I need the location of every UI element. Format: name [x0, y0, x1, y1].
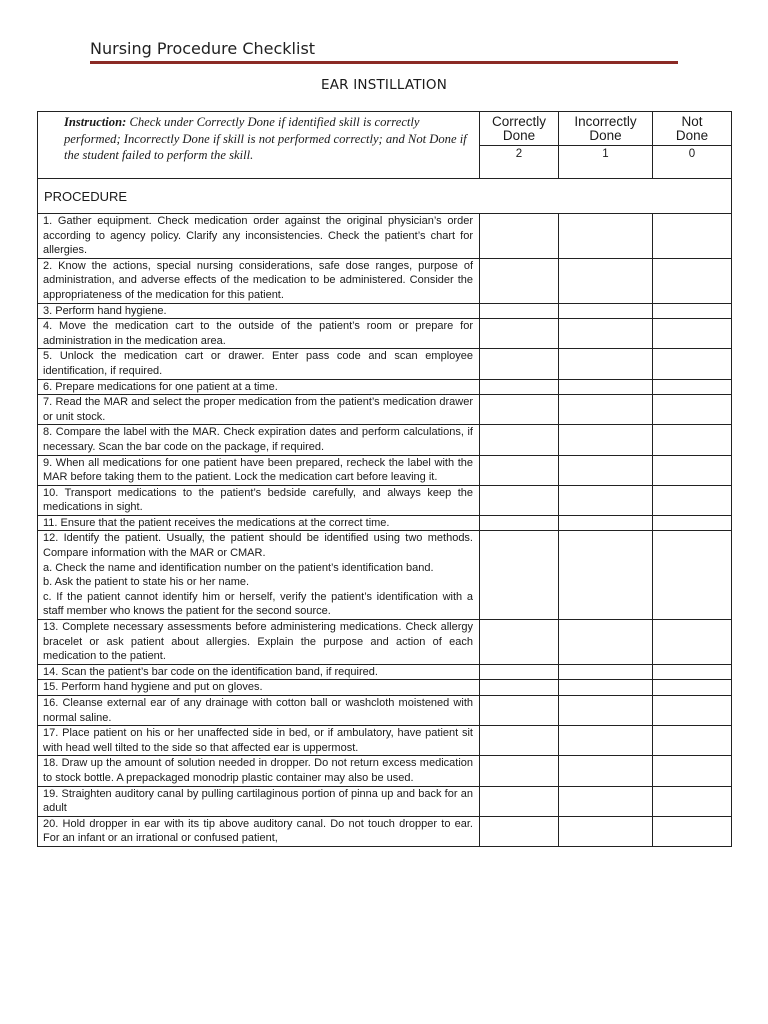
document-title: EAR INSTILLATION	[320, 77, 447, 93]
procedure-step-row	[38, 680, 732, 696]
check-cell-incorrectly-done[interactable]	[559, 258, 653, 303]
procedure-step-text	[38, 664, 480, 680]
check-cell-incorrectly-done[interactable]	[559, 349, 653, 379]
procedure-step-text	[38, 395, 480, 425]
check-cell-not-done[interactable]	[653, 726, 732, 756]
procedure-substep: b. Ask the patient to state his or her name.	[43, 576, 250, 589]
procedure-step-row	[38, 214, 732, 259]
procedure-step-row	[38, 485, 732, 515]
procedure-step-description: 14. Scan the patient’s bar code on the identification band, if required.	[43, 665, 378, 678]
check-cell-correctly-done[interactable]	[480, 664, 559, 680]
procedure-step-row	[38, 531, 732, 620]
procedure-step-description: 4. Move the medication cart to the outside of the patient’s room or prepare for administration in the medication area.	[43, 320, 473, 347]
check-cell-correctly-done[interactable]	[480, 726, 559, 756]
check-cell-incorrectly-done[interactable]	[559, 395, 653, 425]
check-cell-incorrectly-done[interactable]	[559, 680, 653, 696]
procedure-step-text	[38, 303, 480, 319]
procedure-step-text	[38, 756, 480, 786]
procedure-substep: c. If the patient cannot identify him or herself, verify the patient’s identification with a staff member who knows the patient for the second source.	[43, 590, 473, 618]
check-cell-correctly-done[interactable]	[480, 425, 559, 455]
check-cell-correctly-done[interactable]	[480, 531, 559, 620]
check-cell-incorrectly-done[interactable]	[559, 455, 653, 485]
procedure-step-description: 16. Cleanse external ear of any drainage with cotton ball or washcloth moistened with normal saline.	[43, 697, 473, 724]
check-cell-correctly-done[interactable]	[480, 379, 559, 395]
check-cell-correctly-done[interactable]	[480, 515, 559, 531]
checklist-table	[37, 111, 732, 847]
check-cell-incorrectly-done[interactable]	[559, 485, 653, 515]
procedure-step-description: 19. Straighten auditory canal by pulling cartilaginous portion of pinna up and back for an adult	[43, 787, 473, 815]
rating-incorrectly-done-header	[559, 112, 653, 179]
rating-label-line2: Done	[502, 128, 536, 143]
check-cell-correctly-done[interactable]	[480, 214, 559, 259]
check-cell-incorrectly-done[interactable]	[559, 214, 653, 259]
check-cell-correctly-done[interactable]	[480, 319, 559, 349]
check-cell-not-done[interactable]	[653, 696, 732, 726]
procedure-step-description: 2. Know the actions, special nursing considerations, safe dose ranges, purpose of administration, and adverse effects of the medication to be administered. Consider the appropriateness of the medication for this patient.	[43, 259, 473, 301]
check-cell-not-done[interactable]	[653, 258, 732, 303]
rating-not-done-header	[653, 112, 732, 179]
procedure-step-text	[38, 620, 480, 665]
check-cell-incorrectly-done[interactable]	[559, 379, 653, 395]
procedure-step-description: 6. Prepare medications for one patient at a time.	[43, 380, 278, 393]
instruction-cell	[38, 112, 480, 179]
check-cell-not-done[interactable]	[653, 515, 732, 531]
check-cell-not-done[interactable]	[653, 455, 732, 485]
instruction-row	[38, 112, 732, 179]
procedure-step-row	[38, 756, 732, 786]
procedure-step-description: 7. Read the MAR and select the proper medication from the patient’s medication drawer or unit stock.	[43, 396, 473, 423]
procedure-step-description: 18. Draw up the amount of solution needed in dropper. Do not return excess medication to stock bottle. A prepackaged monodrip plastic container may also be used.	[43, 757, 473, 784]
procedure-substep: a. Check the name and identification number on the patient’s identification band.	[43, 561, 434, 574]
rating-score: 1	[559, 145, 652, 161]
check-cell-incorrectly-done[interactable]	[559, 515, 653, 531]
check-cell-not-done[interactable]	[653, 816, 732, 846]
page-header	[90, 38, 678, 64]
check-cell-not-done[interactable]	[653, 485, 732, 515]
procedure-step-description: 10. Transport medications to the patient’s bedside carefully, and always keep the medications in sight.	[43, 486, 473, 514]
procedure-step-row	[38, 726, 732, 756]
procedure-step-description: 3. Perform hand hygiene.	[43, 304, 167, 317]
check-cell-not-done[interactable]	[653, 680, 732, 696]
check-cell-correctly-done[interactable]	[480, 680, 559, 696]
procedure-step-row	[38, 395, 732, 425]
check-cell-incorrectly-done[interactable]	[559, 786, 653, 816]
procedure-step-row	[38, 786, 732, 816]
procedure-step-description: 17. Place patient on his or her unaffected side in bed, or if ambulatory, have patient sit with head well tilted to the side so that affected ear is uppermost.	[43, 727, 473, 754]
check-cell-incorrectly-done[interactable]	[559, 664, 653, 680]
check-cell-not-done[interactable]	[653, 664, 732, 680]
rating-score: 0	[653, 145, 731, 161]
check-cell-correctly-done[interactable]	[480, 620, 559, 665]
procedure-step-row	[38, 620, 732, 665]
instruction-label: Instruction:	[64, 115, 127, 129]
check-cell-correctly-done[interactable]	[480, 485, 559, 515]
procedure-step-row	[38, 319, 732, 349]
check-cell-not-done[interactable]	[653, 319, 732, 349]
check-cell-incorrectly-done[interactable]	[559, 756, 653, 786]
rating-correctly-done-header	[480, 112, 559, 179]
check-cell-incorrectly-done[interactable]	[559, 425, 653, 455]
rating-label-line2: Done	[589, 128, 622, 143]
check-cell-correctly-done[interactable]	[480, 258, 559, 303]
procedure-step-description: 1. Gather equipment. Check medication order against the original physician’s order according to agency policy. Clarify any inconsistencies. Check the patient’s chart for allergies.	[43, 215, 473, 257]
rating-label-line1: Correctly	[491, 114, 546, 129]
check-cell-not-done[interactable]	[653, 395, 732, 425]
check-cell-not-done[interactable]	[653, 531, 732, 620]
check-cell-incorrectly-done[interactable]	[559, 816, 653, 846]
procedure-step-description: 20. Hold dropper in ear with its tip above auditory canal. Do not touch dropper to ear. For an infant or an irrational or confused patient,	[43, 817, 473, 845]
check-cell-incorrectly-done[interactable]	[559, 319, 653, 349]
procedure-step-text	[38, 349, 480, 379]
check-cell-correctly-done[interactable]	[480, 816, 559, 846]
procedure-heading-row	[38, 179, 732, 214]
procedure-step-row	[38, 349, 732, 379]
procedure-step-text	[38, 379, 480, 395]
check-cell-not-done[interactable]	[653, 425, 732, 455]
procedure-step-description: 13. Complete necessary assessments before administering medications. Check allergy bracelet or ask patient about allergies. Explain the purpose and action of each medication to the patient.	[43, 621, 473, 663]
check-cell-correctly-done[interactable]	[480, 303, 559, 319]
procedure-step-row	[38, 303, 732, 319]
procedure-step-text	[38, 485, 480, 515]
rating-label-line2: Done	[675, 128, 709, 143]
procedure-step-row	[38, 455, 732, 485]
check-cell-not-done[interactable]	[653, 214, 732, 259]
procedure-step-text	[38, 816, 480, 846]
check-cell-not-done[interactable]	[653, 379, 732, 395]
procedure-step-description: 15. Perform hand hygiene and put on gloves.	[43, 681, 263, 694]
check-cell-incorrectly-done[interactable]	[559, 696, 653, 726]
check-cell-incorrectly-done[interactable]	[559, 531, 653, 620]
rating-score: 2	[480, 145, 558, 161]
check-cell-correctly-done[interactable]	[480, 786, 559, 816]
procedure-step-text	[38, 319, 480, 349]
procedure-step-row	[38, 664, 732, 680]
procedure-step-text	[38, 680, 480, 696]
procedure-step-description: 12. Identify the patient. Usually, the patient should be identified using two methods. Compare information with the MAR or CMAR.	[43, 532, 473, 560]
procedure-step-text	[38, 726, 480, 756]
check-cell-correctly-done[interactable]	[480, 455, 559, 485]
procedure-step-text	[38, 696, 480, 726]
check-cell-not-done[interactable]	[653, 756, 732, 786]
procedure-step-description: 11. Ensure that the patient receives the medications at the correct time.	[43, 516, 390, 529]
check-cell-correctly-done[interactable]	[480, 756, 559, 786]
check-cell-incorrectly-done[interactable]	[559, 303, 653, 319]
procedure-step-row	[38, 816, 732, 846]
header-divider	[90, 61, 678, 64]
rating-label-line1: Incorrectly	[574, 114, 637, 129]
procedure-step-text	[38, 455, 480, 485]
procedure-step-description: 5. Unlock the medication cart or drawer. Enter pass code and scan employee identification, if required.	[43, 350, 473, 377]
procedure-step-text	[38, 531, 480, 620]
procedure-step-text	[38, 786, 480, 816]
rating-label-line1: Not	[681, 114, 703, 129]
procedure-step-row	[38, 515, 732, 531]
procedure-step-text	[38, 258, 480, 303]
check-cell-not-done[interactable]	[653, 303, 732, 319]
procedure-step-row	[38, 425, 732, 455]
instruction-text: Check under Correctly Done if identified skill is correctly performed; Incorrectly Done if skill is not performed correctly; and Not Done if the student failed to perform the skill.	[64, 115, 467, 162]
check-cell-correctly-done[interactable]	[480, 349, 559, 379]
procedure-heading: PROCEDURE	[38, 179, 732, 214]
check-cell-not-done[interactable]	[653, 620, 732, 665]
procedure-step-text	[38, 214, 480, 259]
page-header-title: Nursing Procedure Checklist	[90, 39, 316, 58]
procedure-step-row	[38, 258, 732, 303]
procedure-step-text	[38, 425, 480, 455]
check-cell-incorrectly-done[interactable]	[559, 620, 653, 665]
procedure-step-row	[38, 696, 732, 726]
check-cell-correctly-done[interactable]	[480, 395, 559, 425]
check-cell-not-done[interactable]	[653, 786, 732, 816]
procedure-step-row	[38, 379, 732, 395]
procedure-step-description: 8. Compare the label with the MAR. Check expiration dates and perform calculations, if necessary. Scan the bar code on the package, if required.	[43, 426, 473, 453]
check-cell-incorrectly-done[interactable]	[559, 726, 653, 756]
procedure-step-text	[38, 515, 480, 531]
procedure-step-description: 9. When all medications for one patient have been prepared, recheck the label with the MAR before taking them to the patient. Lock the medication cart before leaving it.	[43, 456, 473, 484]
check-cell-correctly-done[interactable]	[480, 696, 559, 726]
check-cell-not-done[interactable]	[653, 349, 732, 379]
